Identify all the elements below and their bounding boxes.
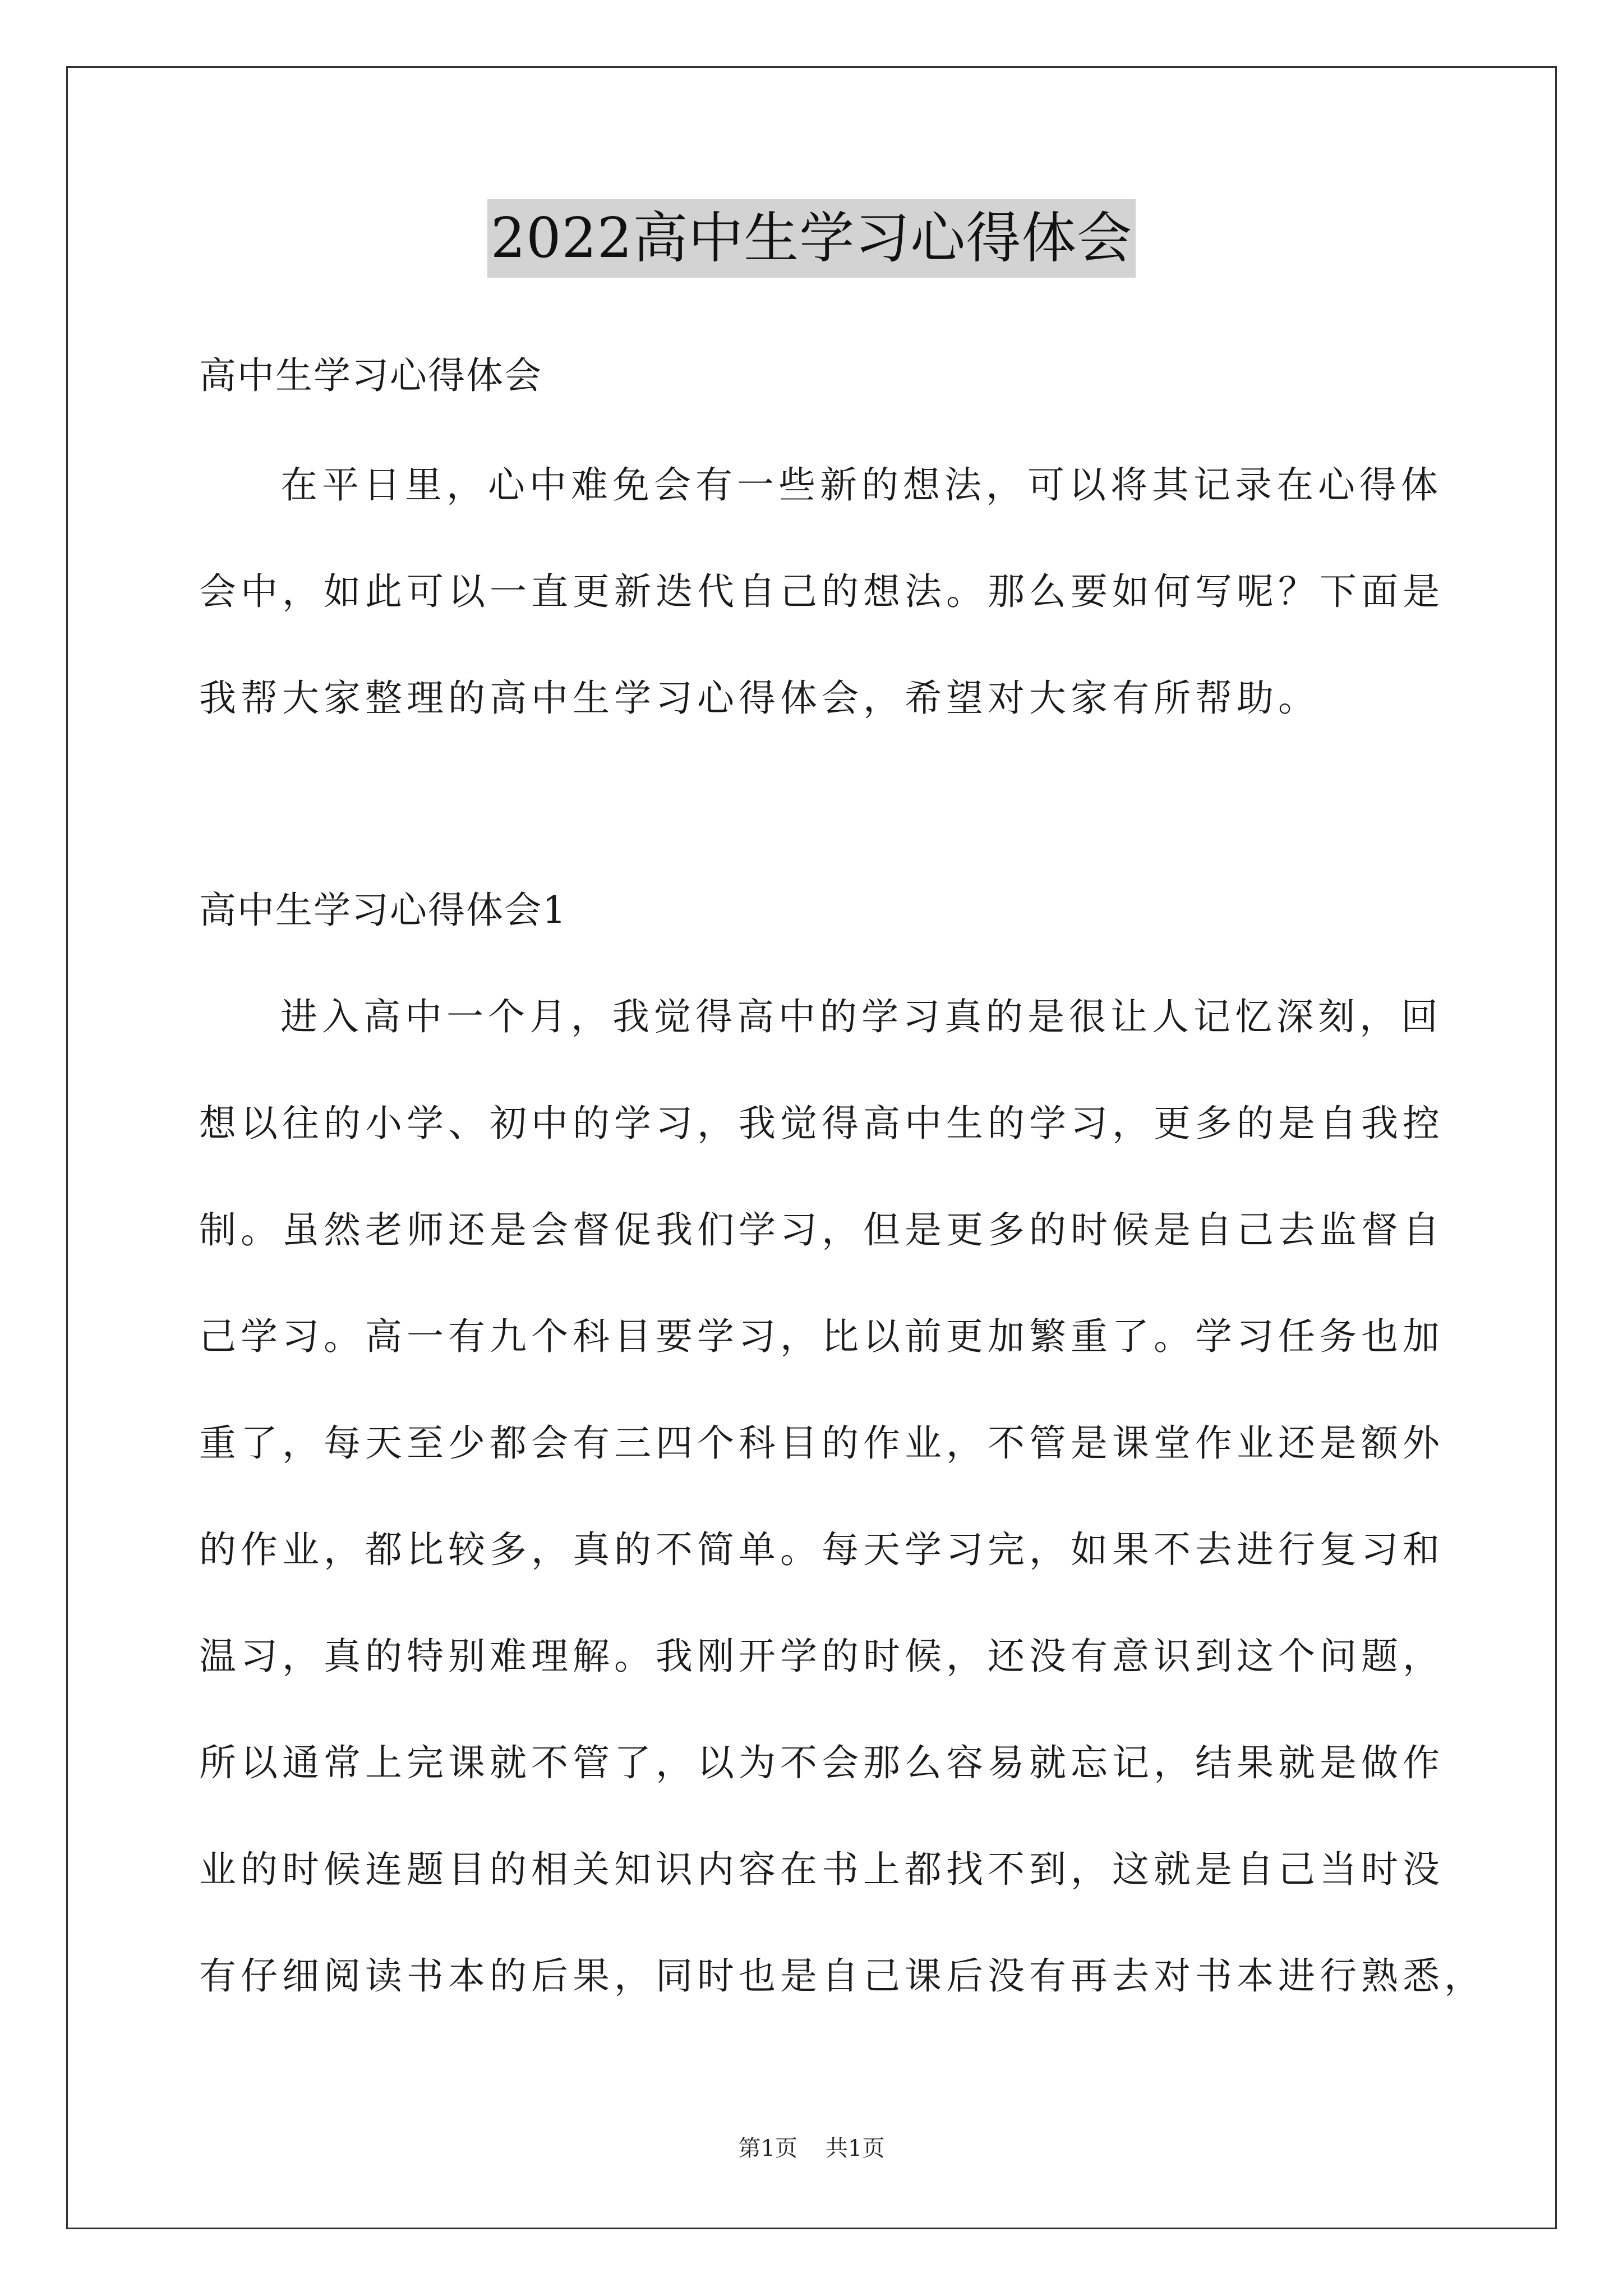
section-line-6: 的作业，都比较多，真的不简单。每天学习完，如果不去进行复习和	[199, 1528, 1444, 1571]
section-line-2: 想以往的小学、初中的学习，我觉得高中生的学习，更多的是自我控	[199, 1102, 1444, 1145]
section-line-8: 所以通常上完课就不管了，以为不会那么容易就忘记，结果就是做作	[199, 1741, 1444, 1784]
section-line-5: 重了，每天至少都会有三四个科目的作业，不管是课堂作业还是额外	[199, 1421, 1444, 1465]
document-title: 2022高中生学习心得体会	[487, 199, 1136, 278]
intro-line-1: 在平日里，心中难免会有一些新的想法，可以将其记录在心得体	[280, 463, 1442, 507]
intro-line-2: 会中，如此可以一直更新迭代自己的想法。那么要如何写呢？下面是	[199, 570, 1444, 613]
section-line-3: 制。虽然老师还是会督促我们学习，但是更多的时候是自己去监督自	[199, 1208, 1444, 1251]
intro-line-3: 我帮大家整理的高中生学习心得体会，希望对大家有所帮助。	[199, 677, 1320, 720]
section-line-10: 有仔细阅读书本的后果，同时也是自己课后没有再去对书本进行熟悉，	[199, 1954, 1486, 1998]
section-line-9: 业的时候连题目的相关知识内容在书上都找不到，这就是自己当时没	[199, 1848, 1444, 1891]
page-total: 共1页	[826, 2136, 885, 2161]
page-number: 第1页	[738, 2136, 797, 2161]
section-line-1: 进入高中一个月，我觉得高中的学习真的是很让人记忆深刻，回	[280, 995, 1442, 1038]
section-heading: 高中生学习心得体会1	[199, 889, 567, 932]
section-line-7: 温习，真的特别难理解。我刚开学的时候，还没有意识到这个问题，	[199, 1635, 1444, 1678]
title-container	[0, 199, 1623, 278]
page-footer	[0, 2134, 1623, 2162]
section-line-4: 己学习。高一有九个科目要学习，比以前更加繁重了。学习任务也加	[199, 1315, 1444, 1358]
subtitle: 高中生学习心得体会	[199, 354, 542, 397]
